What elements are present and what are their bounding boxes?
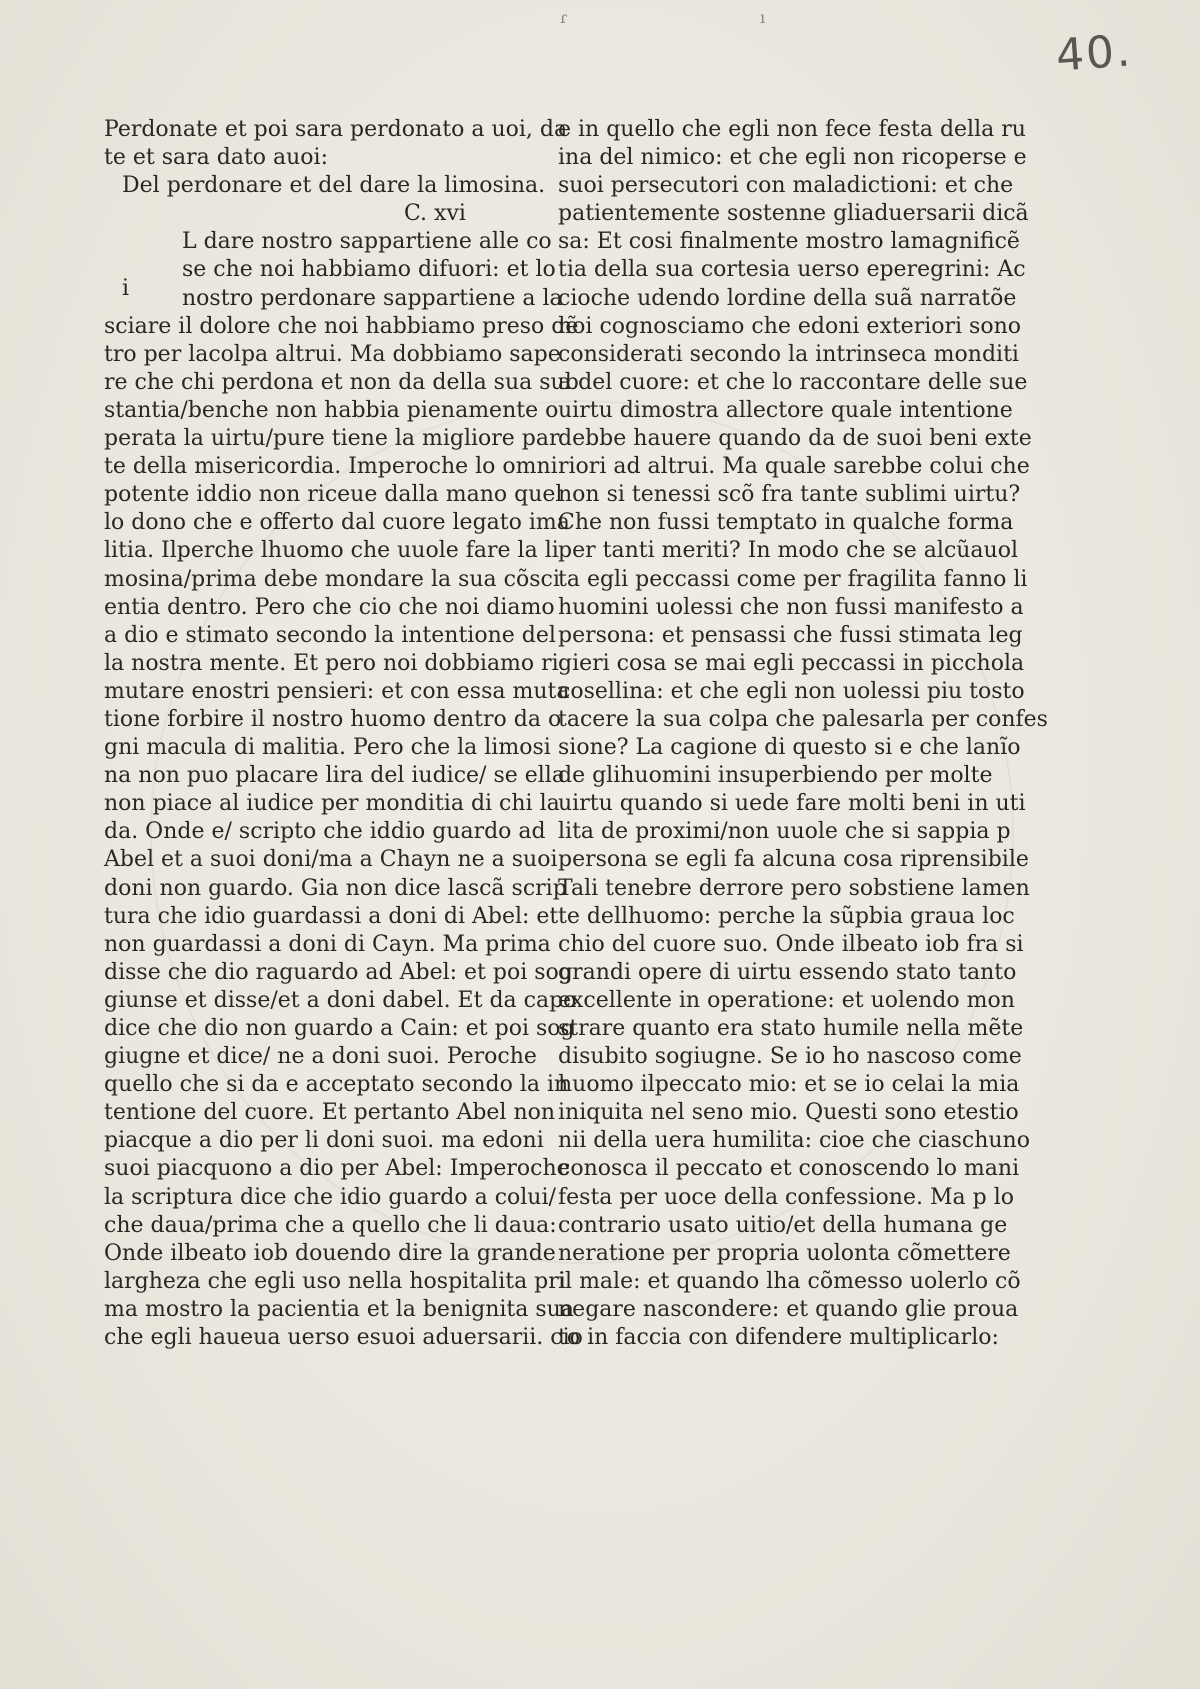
left-column-line: giunse et disse/et a doni dabel. Et da capo (104, 987, 577, 1013)
left-column-line: dice che dio non guardo a Cain: et poi sog (104, 1016, 575, 1041)
right-column-line: chio del cuore suo. Onde ilbeato iob fra si (558, 931, 1024, 957)
right-column-line: considerati secondo la intrinseca monditi (558, 341, 1019, 367)
right-column-line: de glihuomini insuperbiendo per molte (558, 763, 993, 789)
right-column-line: persona se egli fa alcuna cosa riprensibile (558, 847, 1029, 873)
left-column-line: tione forbire il nostro huomo dentro da o (104, 706, 562, 732)
left-column-line: suoi piacquono a dio per Abel: Imperoche (104, 1156, 570, 1182)
folio-number: 40. (1054, 25, 1134, 82)
drop-initial-guide-letter: i (122, 276, 130, 301)
right-column-line: contrario usato uitio/et della humana ge (558, 1212, 1008, 1238)
right-column-line: excellente in operatione: et uolendo mon (558, 987, 1015, 1013)
right-column-line: negare nascondere: et quando glie proua (558, 1296, 1019, 1322)
right-column-line: riori ad altrui. Ma quale sarebbe colui che (558, 454, 1030, 480)
left-column-line: te et sara dato auoi: (104, 145, 328, 171)
left-column-line: perata la uirtu/pure tiene la migliore par (104, 426, 560, 452)
right-column-line: tia della sua cortesia uerso eperegrini: Ac (558, 257, 1026, 283)
right-column-line: iniquita nel seno mio. Questi sono etestio (558, 1100, 1019, 1126)
right-column-line: il male: et quando lha cõmesso uolerlo cõ (558, 1268, 1021, 1294)
left-column-line: mutare enostri pensieri: et con essa muta (104, 678, 570, 704)
right-column-line: to in faccia con difendere multiplicarlo: (558, 1325, 999, 1351)
left-column-line: sciare il dolore che noi habbiamo preso dẽ (104, 313, 579, 339)
stray-mark: ɾ (560, 8, 568, 27)
left-column-line: potente iddio non riceue dalla mano quel (104, 482, 563, 508)
left-column-line: tentione del cuore. Et pertanto Abel non (104, 1100, 556, 1126)
left-column-line: L dare nostro sappartiene alle co (182, 229, 552, 255)
right-column-line: nii della uera humilita: cioe che ciaschuno (558, 1128, 1030, 1154)
left-column-line: largheza che egli uso nella hospitalita pri (104, 1268, 566, 1294)
left-text-column (104, 116, 583, 1352)
left-column-line: non guardassi a doni di Cayn. Ma prima (104, 931, 551, 957)
left-column-line: piacque a dio per li doni suoi. ma edoni (104, 1128, 544, 1154)
left-column-line: la scriptura dice che idio guardo a colui/ (104, 1184, 556, 1210)
stray-mark: ı (760, 8, 766, 27)
left-column-line: litia. Ilperche lhuomo che uuole fare la li (104, 538, 559, 564)
right-column-line: a del cuore: et che lo raccontare delle sue (558, 369, 1028, 395)
left-column-line: da. Onde e/ scripto che iddio guardo ad (104, 819, 546, 845)
left-column-line: gni macula di malitia. Pero che la limosi (104, 735, 551, 761)
right-column-line: ina del nimico: et che egli non ricoperse e (558, 145, 1027, 171)
left-column-line: giugne et dice/ ne a doni suoi. Peroche (104, 1044, 537, 1070)
left-column-line: quello che si da e acceptato secondo la in (104, 1072, 569, 1098)
right-column-line: ta egli peccassi come per fragilita fanno li (558, 566, 1028, 592)
left-column-line: se che noi habbiamo difuori: et lo (182, 257, 556, 283)
left-column-line: che egli haueua uerso esuoi aduersarii. cio (104, 1325, 583, 1351)
left-column-line: doni non guardo. Gia non dice lascã scrip (104, 875, 567, 901)
right-text-column (558, 116, 1048, 1352)
left-column-line: tro per lacolpa altrui. Ma dobbiamo sape (104, 341, 561, 367)
right-column-line: non si tenessi scõ fra tante sublimi uirtu? (558, 482, 1021, 508)
right-column-line: huomini uolessi che non fussi manifesto a (558, 594, 1024, 620)
right-column-line: sione? La cagione di questo si e che lanĩo (558, 735, 1021, 761)
right-column-line: debbe hauere quando da de suoi beni exte (558, 426, 1032, 452)
left-column-line: disse che dio raguardo ad Abel: et poi sog (104, 959, 573, 985)
right-column-line: neratione per propria uolonta cõmettere (558, 1240, 1011, 1266)
right-column-line: persona: et pensassi che fussi stimata leg (558, 622, 1023, 648)
left-column-line: na non puo placare lira del iudice/ se ella (104, 763, 565, 789)
right-column-line: cioche udendo lordine della suã narratõe (558, 285, 1017, 311)
left-column-line: ma mostro la pacientia et la benignita sua (104, 1296, 574, 1322)
left-column-line: Del perdonare et del dare la limosina. (122, 173, 546, 199)
left-column-line: Onde ilbeato iob douendo dire la grande (104, 1240, 556, 1266)
right-column-line: sa: Et cosi finalmente mostro lamagnificẽ (558, 229, 1020, 255)
left-column-line: che daua/prima che a quello che li daua: (104, 1212, 557, 1238)
right-column-line: noi cognosciamo che edoni exteriori sono (558, 313, 1021, 339)
right-column-line: conosca il peccato et conoscendo lo mani (558, 1156, 1020, 1182)
right-column-line: e in quello che egli non fece festa della ru (558, 117, 1026, 142)
right-column-line: festa per uoce della confessione. Ma p lo (558, 1184, 1014, 1210)
left-column-line: te della misericordia. Imperoche lo omni (104, 454, 558, 480)
left-column-line: re che chi perdona et non da della sua sub (104, 369, 579, 395)
left-column-line: C. xvi (404, 201, 466, 227)
right-column-line: huomo ilpeccato mio: et se io celai la mia (558, 1072, 1020, 1098)
left-column-line: mosina/prima debe mondare la sua cõsci (104, 566, 560, 592)
right-column-line: Tali tenebre derrore pero sobstiene lamen (558, 875, 1030, 901)
right-column-line: cosellina: et che egli non uolessi piu tosto (558, 678, 1025, 704)
left-column-line: entia dentro. Pero che cio che noi diamo (104, 594, 555, 620)
left-column-line: nostro perdonare sappartiene a la (182, 285, 563, 311)
right-column-line: suoi persecutori con maladictioni: et che (558, 173, 1014, 199)
right-column-line: lita de proximi/non uuole che si sappia p (558, 819, 1011, 845)
right-column-line: per tanti meriti? In modo che se alcũauol (558, 538, 1019, 564)
right-column-line: tacere la sua colpa che palesarla per confes (558, 706, 1048, 732)
right-column-line: uirtu quando si uede fare molti beni in uti (558, 791, 1026, 817)
left-column-line: lo dono che e offerto dal cuore legato ima (104, 510, 570, 536)
left-column-line: non piace al iudice per monditia di chi la (104, 791, 560, 817)
left-column-line: a dio e stimato secondo la intentione del (104, 622, 556, 648)
right-column-line: disubito sogiugne. Se io ho nascoso come (558, 1044, 1022, 1070)
right-column-line: uirtu dimostra allectore quale intentione (558, 397, 1013, 423)
right-column-line: strare quanto era stato humile nella mẽte (558, 1016, 1024, 1041)
left-column-line: Abel et a suoi doni/ma a Chayn ne a suoi (104, 847, 558, 873)
right-column-line: te dellhuomo: perche la sũpbia graua loc (558, 903, 1015, 929)
right-column-line: patientemente sostenne gliaduersarii dicã (558, 201, 1029, 227)
right-column-line: gieri cosa se mai egli peccassi in picchola (558, 650, 1025, 676)
left-column-line: tura che idio guardassi a doni di Abel: et (104, 903, 559, 929)
left-column-line: la nostra mente. Et pero noi dobbiamo ri (104, 650, 559, 676)
right-column-line: Che non fussi temptato in qualche forma (558, 510, 1014, 536)
left-column-line: Perdonate et poi sara perdonato a uoi, da (104, 117, 568, 142)
left-column-line: stantia/benche non habbia pienamente o (104, 397, 559, 423)
right-column-line: grandi opere di uirtu essendo stato tanto (558, 959, 1017, 985)
